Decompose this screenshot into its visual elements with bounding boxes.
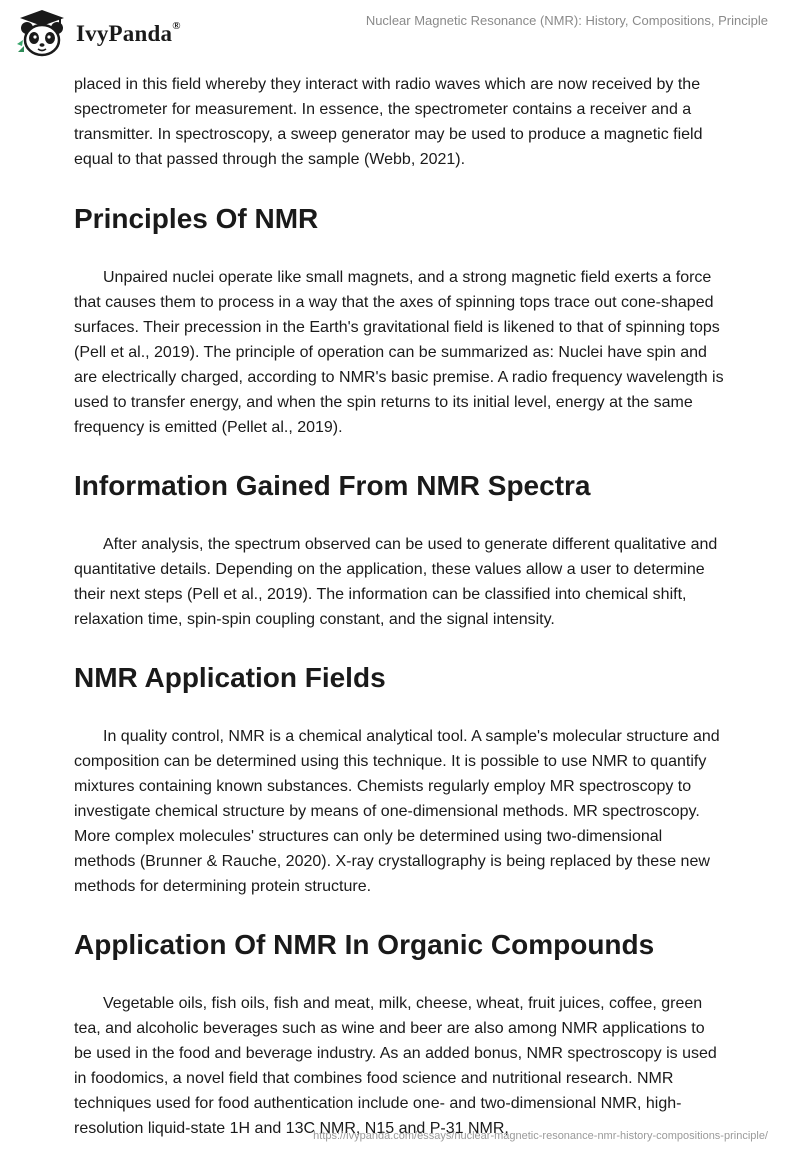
document-title: Nuclear Magnetic Resonance (NMR): History, Compositions, Principle <box>365 13 768 28</box>
page-header <box>0 0 800 70</box>
section-paragraph-application-fields: In quality control, NMR is a chemical analytical tool. A sample's molecular structure and composition can be determined using this technique. It is possible to use NMR to quantify mixtures containing known substances. Chemists regularly employ MR spectroscopy to investigate chemical structure by means of one-dimensional methods. MR spectroscopy. More complex molecules' structures can only be determined using two-dimensional methods (Brunner & Rauche, 2020). X-ray crystallography is being replaced by these new methods for determining protein structure. <box>74 728 720 895</box>
section-paragraph-principles: Unpaired nuclei operate like small magnets, and a strong magnetic field exerts a force that causes them to process in a way that the axes of spinning tops trace out cone-shaped surfaces. Their precession in the Earth's gravitational field is likened to that of spinning tops (Pell et al., 2019). The principle of operation can be summarized as: Nuclei have spin and are electrically charged, according to NMR's basic premise. A radio frequency wavelength is used to transfer energy, and when the spin returns to its initial level, energy at the same frequency is emitted (Pellet al., 2019). <box>74 269 724 436</box>
registered-mark: ® <box>172 20 181 33</box>
logo-text: IvyPanda <box>76 21 173 46</box>
section-paragraph-organic-compounds: Vegetable oils, fish oils, fish and meat, milk, cheese, wheat, fruit juices, coffee, green tea, and alcoholic beverages such as wine and beer are also among NMR applications to be used in the food and beverage industry. As an added bonus, NMR spectroscopy is used in foodomics, a novel field that combines food science and nutritional research. NMR techniques used for food authentication include one- and two-dimensional NMR, high-resolution liquid-state 1H and 13C NMR, N15 and P-31 NMR, <box>74 995 717 1137</box>
section-heading-application-fields: NMR Application Fields <box>74 662 386 693</box>
section-paragraph-information: After analysis, the spectrum observed can be used to generate different qualitative and quantitative details. Depending on the application, these values allow a user to determine their next steps (Pell et al., 2019). The information can be classified into chemical shift, relaxation time, spin-spin coupling constant, and the signal intensity. <box>74 536 718 628</box>
source-url[interactable]: https://ivypanda.com/essays/nuclear-magnetic-resonance-nmr-history-compositions-principle/ <box>313 1130 768 1142</box>
panda-graduate-icon <box>14 8 70 60</box>
section-heading-organic-compounds: Application Of NMR In Organic Compounds <box>74 929 655 960</box>
section-heading-principles: Principles Of NMR <box>74 203 319 234</box>
essay-content <box>74 72 724 1141</box>
logo-wordmark <box>76 21 181 47</box>
section-heading-information: Information Gained From NMR Spectra <box>74 470 591 501</box>
ivypanda-logo[interactable] <box>14 8 181 60</box>
intro-paragraph: placed in this field whereby they interact with radio waves which are now received by the spectrometer for measurement. In essence, the spectrometer contains a receiver and a transmitter. In spectroscopy, a sweep generator may be used to produce a magnetic field equal to that passed through the sample (Webb, 2021). <box>74 76 703 168</box>
